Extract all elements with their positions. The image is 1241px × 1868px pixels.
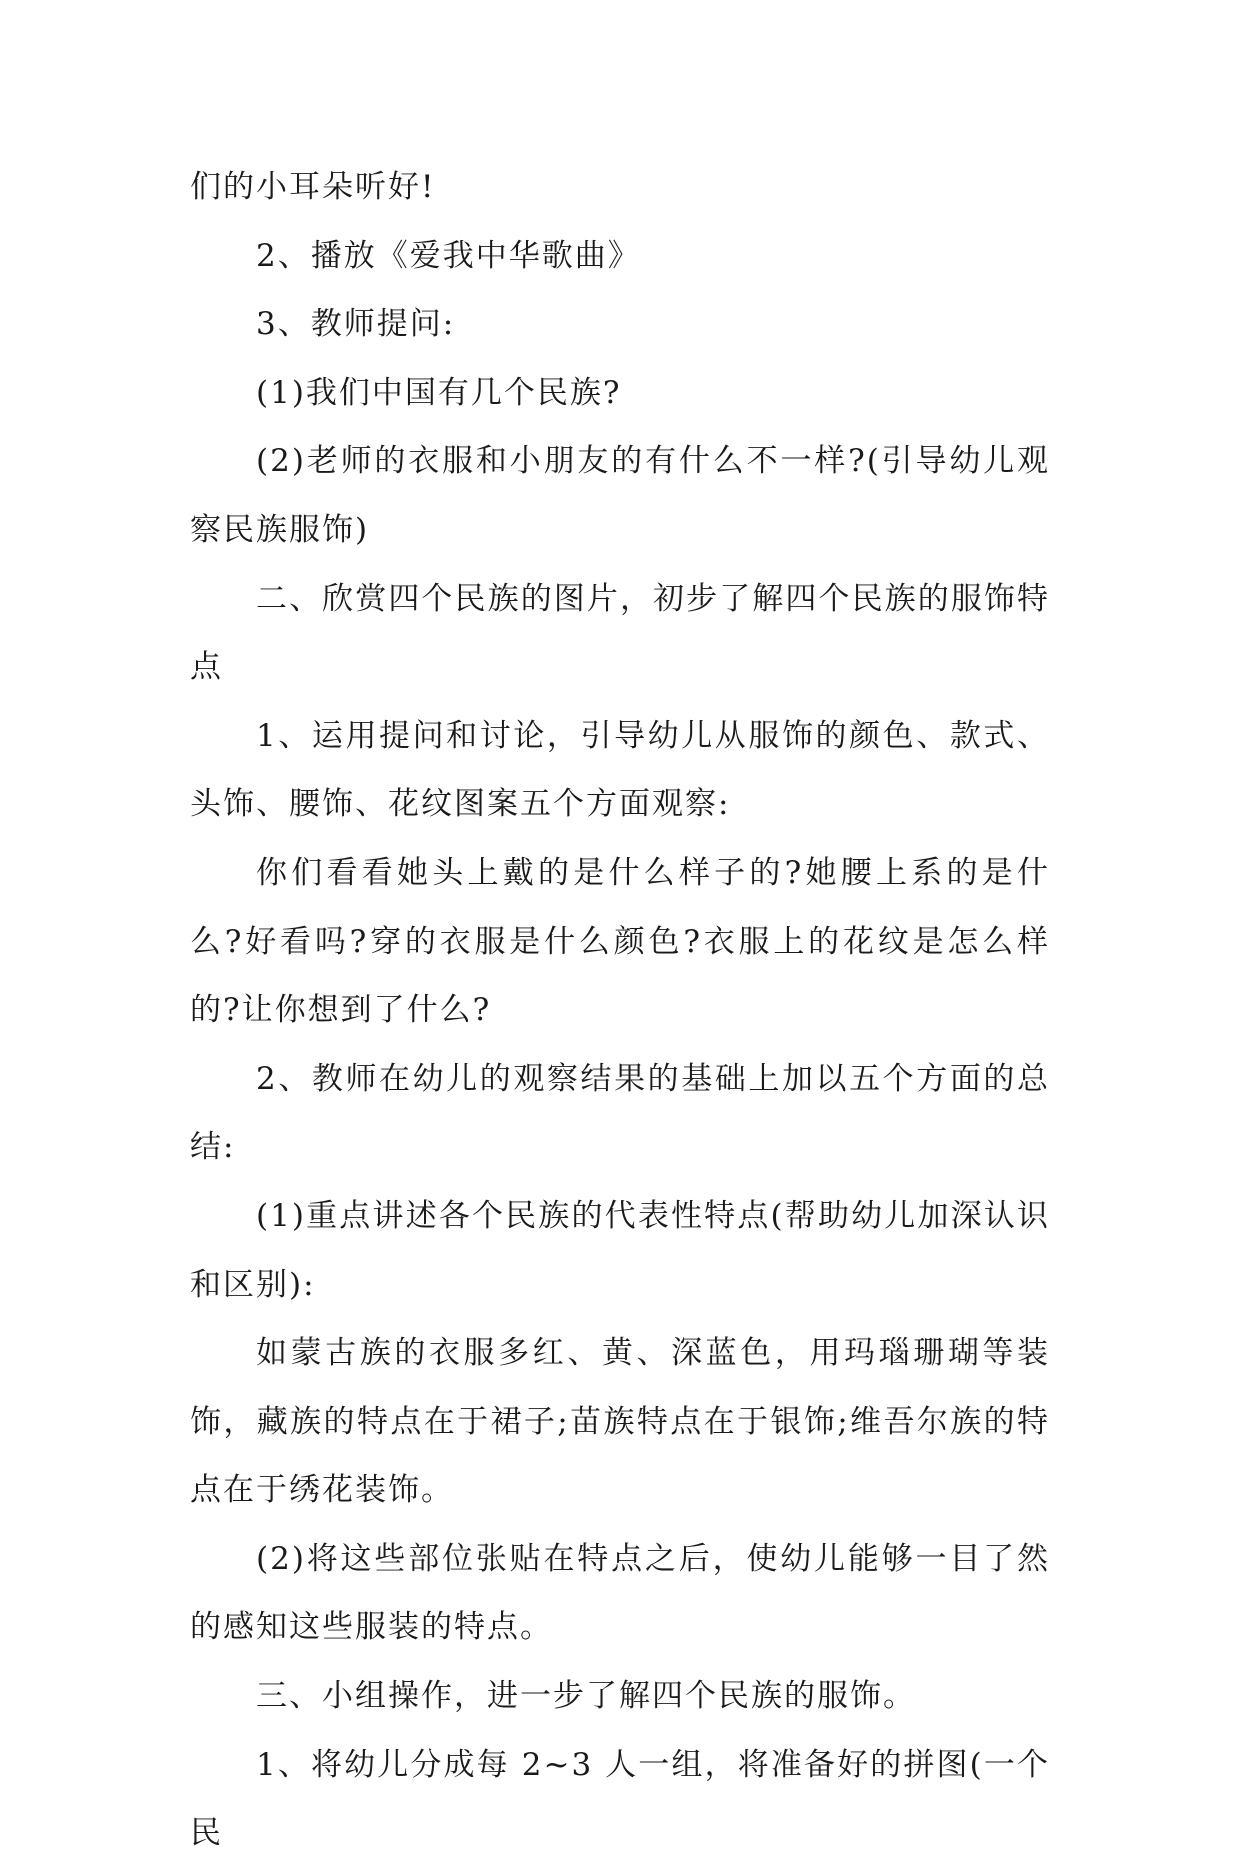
body-text: [190, 153, 1050, 1868]
paragraph: 1、运用提问和讨论，引导幼儿从服饰的颜色、款式、头饰、腰饰、花纹图案五个方面观察:: [190, 717, 1050, 823]
paragraph: 2、播放《爱我中华歌曲》: [256, 237, 641, 274]
paragraph: (1)重点讲述各个民族的代表性特点(帮助幼儿加深认识和区别):: [190, 1197, 1050, 1303]
paragraph: (2)将这些部位张贴在特点之后，使幼儿能够一目了然的感知这些服装的特点。: [190, 1540, 1050, 1646]
section-heading: 三、小组操作，进一步了解四个民族的服饰。: [256, 1678, 916, 1715]
paragraph: 如蒙古族的衣服多红、黄、深蓝色，用玛瑙珊瑚等装饰，藏族的特点在于裙子;苗族特点在于银饰;维吾尔族的特点在于绣花装饰。: [190, 1335, 1050, 1509]
paragraph: (1)我们中国有几个民族?: [256, 374, 622, 411]
paragraph: 你们看看她头上戴的是什么样子的?她腰上系的是什么?好看吗?穿的衣服是什么颜色?衣服上的花纹是怎么样的?让你想到了什么?: [190, 854, 1050, 1029]
paragraph: (2)老师的衣服和小朋友的有什么不一样?(引导幼儿观察民族服饰): [190, 443, 1050, 548]
paragraph: 1、将幼儿分成每 2~3 人一组，将准备好的拼图(一个民: [190, 1746, 1050, 1852]
paragraph: 2、教师在幼儿的观察结果的基础上加以五个方面的总结:: [190, 1060, 1050, 1166]
section-heading: 二、欣赏四个民族的图片，初步了解四个民族的服饰特点: [190, 580, 1050, 686]
paragraph: 3、教师提问:: [256, 306, 456, 343]
paragraph: 们的小耳朵听好!: [190, 169, 436, 205]
